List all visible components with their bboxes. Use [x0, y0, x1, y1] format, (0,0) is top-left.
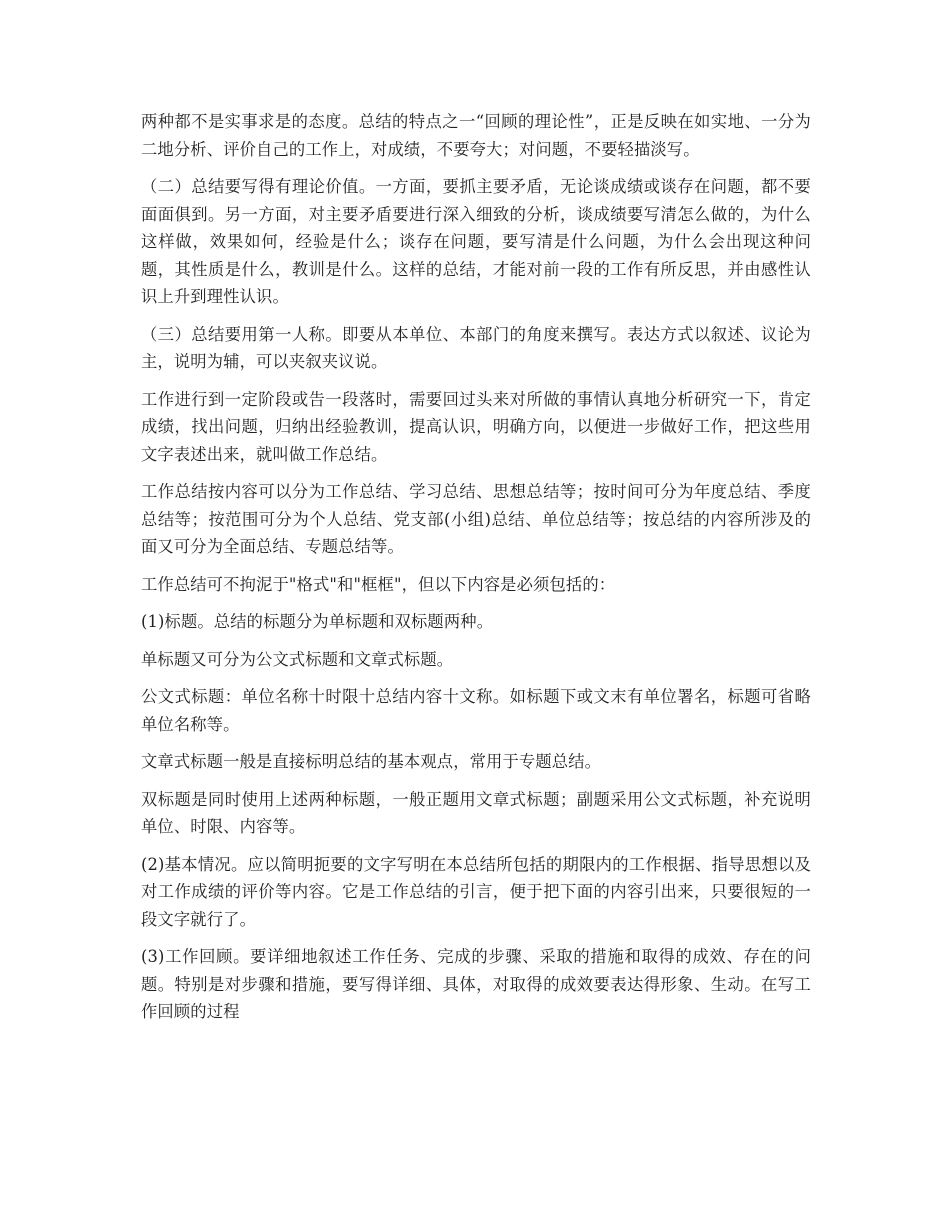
- paragraph: (3)工作回顾。要详细地叙述工作任务、完成的步骤、采取的措施和取得的成效、存在的问题。特别是对步骤和措施，要写得详细、具体，对取得的成效要表达得形象、生动。在写工作回顾的过程: [141, 947, 811, 1021]
- paragraph: 工作总结按内容可以分为工作总结、学习总结、思想总结等；按时间可分为年度总结、季度总结等；按范围可分为个人总结、党支部(小组)总结、单位总结等；按总结的内容所涉及的面又可分为全面总结、专题总结等。: [141, 482, 811, 556]
- paragraph: （二）总结要写得有理论价值。一方面，要抓主要矛盾，无论谈成绩或谈存在问题，都不要面面俱到。另一方面，对主要矛盾要进行深入细致的分析，谈成绩要写清怎么做的，为什么这样做，效果如何，经验是什么；谈存在问题，要写清是什么问题，为什么会出现这种问题，其性质是什么，教训是什么。这样的总结，才能对前一段的工作有所反思，并由感性认识上升到理性认识。: [141, 177, 811, 306]
- paragraph: 双标题是同时使用上述两种标题，一般正题用文章式标题；副题采用公文式标题，补充说明单位、时限、内容等。: [141, 789, 811, 836]
- document-page: [141, 108, 811, 1036]
- paragraph: 公文式标题：单位名称十时限十总结内容十文称。如标题下或文末有单位署名，标题可省略单位名称等。: [141, 687, 811, 734]
- paragraph: (2)基本情况。应以简明扼要的文字写明在本总结所包括的期限内的工作根据、指导思想以及对工作成绩的评价等内容。它是工作总结的引言，便于把下面的内容引出来，只要很短的一段文字就行了。: [141, 854, 811, 929]
- paragraph: 工作总结可不拘泥于"格式"和"框框"，但以下内容是必须包括的：: [141, 574, 616, 594]
- paragraph: （三）总结要用第一人称。即要从本单位、本部门的角度来撰写。表达方式以叙述、议论为主，说明为辅，可以夹叙夹议说。: [141, 324, 811, 371]
- paragraph: (1)标题。总结的标题分为单标题和双标题两种。: [141, 612, 494, 631]
- paragraph: 两种都不是实事求是的态度。总结的特点之一“回顾的理论性”，正是反映在如实地、一分为二地分析、评价自己的工作上，对成绩，不要夸大；对问题，不要轻描淡写。: [141, 112, 811, 159]
- paragraph: 工作进行到一定阶段或告一段落时，需要回过头来对所做的事情认真地分析研究一下，肯定成绩，找出问题，归纳出经验教训，提高认识，明确方向，以便进一步做好工作，把这些用文字表述出来，就叫做工作总结。: [141, 389, 811, 464]
- paragraph: 文章式标题一般是直接标明总结的基本观点，常用于专题总结。: [141, 752, 602, 771]
- paragraph: 单标题又可分为公文式标题和文章式标题。: [141, 649, 454, 669]
